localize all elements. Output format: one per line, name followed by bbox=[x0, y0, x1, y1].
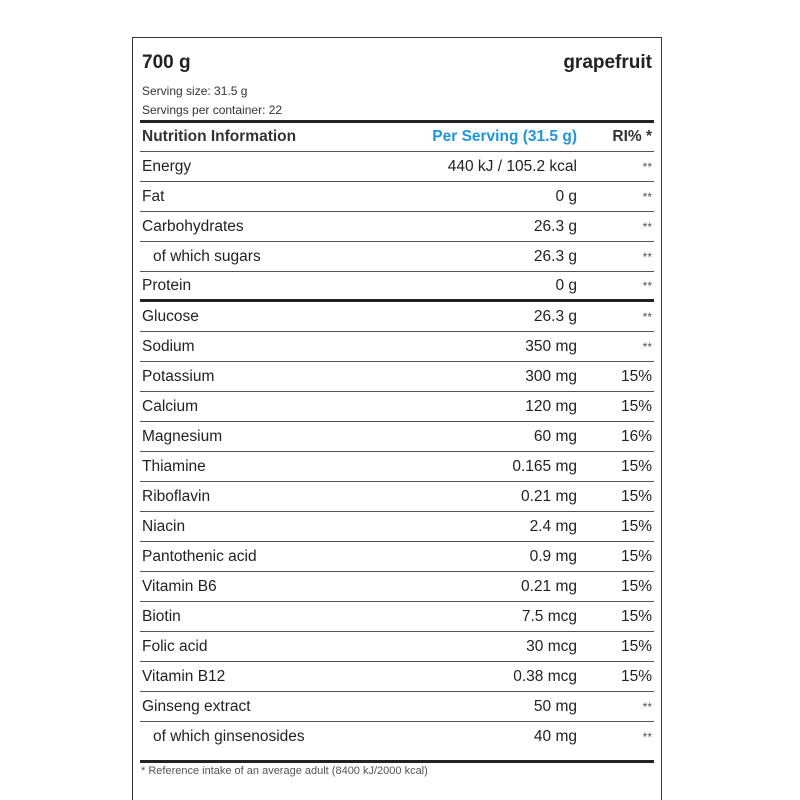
nutrient-value: 0.21 mg bbox=[520, 577, 577, 595]
table-row bbox=[140, 242, 654, 272]
nutrient-name: Biotin bbox=[142, 607, 181, 625]
nutrient-name: Calcium bbox=[142, 397, 198, 415]
table-row bbox=[140, 182, 654, 212]
nutrient-ri: 15% bbox=[620, 367, 652, 385]
nutrient-ri: 15% bbox=[620, 487, 652, 505]
footnote: * Reference intake of an average adult (8400 kJ/2000 kcal) bbox=[141, 765, 428, 777]
nutrient-name: Pantothenic acid bbox=[142, 547, 257, 565]
nutrient-name: of which sugars bbox=[153, 247, 261, 265]
nutrient-name: Thiamine bbox=[142, 457, 206, 475]
column-header-per-serving: Per Serving (31.5 g) bbox=[432, 128, 577, 145]
label-header bbox=[140, 38, 654, 78]
table-row bbox=[140, 302, 654, 332]
table-row bbox=[140, 602, 654, 632]
nutrient-value: 0 g bbox=[555, 187, 577, 205]
table-row bbox=[140, 632, 654, 662]
table-row bbox=[140, 272, 654, 302]
serving-size: Serving size: 31.5 g bbox=[142, 84, 248, 98]
nutrient-name: Protein bbox=[142, 276, 192, 294]
table-row bbox=[140, 332, 654, 362]
nutrient-value: 300 mg bbox=[525, 367, 577, 385]
nutrient-ri: 15% bbox=[620, 607, 652, 625]
servings-per-container: Servings per container: 22 bbox=[142, 103, 283, 117]
column-header-nutrition: Nutrition Information bbox=[142, 128, 297, 145]
nutrient-value: 2.4 mg bbox=[529, 517, 577, 535]
nutrient-value: 350 mg bbox=[525, 337, 577, 355]
nutrient-value: 26.3 g bbox=[533, 217, 577, 235]
divider-bottom bbox=[140, 760, 654, 763]
nutrient-ri: 15% bbox=[620, 637, 652, 655]
nutrient-ri: 15% bbox=[620, 397, 652, 415]
nutrient-name: Niacin bbox=[142, 517, 186, 535]
nutrient-name: Ginseng extract bbox=[142, 697, 251, 715]
table-row bbox=[140, 392, 654, 422]
nutrient-value: 0.38 mcg bbox=[513, 667, 577, 685]
column-header-ri: RI% * bbox=[612, 128, 652, 145]
nutrient-value: 0.9 mg bbox=[529, 547, 577, 565]
nutrient-name: Energy bbox=[142, 157, 192, 175]
nutrient-name: Riboflavin bbox=[142, 487, 211, 505]
nutrient-ri: ** bbox=[642, 309, 652, 324]
nutrient-name: Glucose bbox=[142, 307, 199, 325]
nutrient-ri: 15% bbox=[620, 667, 652, 685]
nutrient-value: 26.3 g bbox=[533, 307, 577, 325]
table-header-row bbox=[140, 123, 654, 152]
nutrition-table bbox=[140, 38, 654, 751]
nutrient-ri: ** bbox=[642, 278, 652, 293]
table-row bbox=[140, 542, 654, 572]
nutrient-ri: ** bbox=[642, 189, 652, 204]
table-row bbox=[140, 212, 654, 242]
table-row bbox=[140, 482, 654, 512]
nutrient-value: 0 g bbox=[555, 276, 577, 294]
nutrient-value: 0.21 mg bbox=[520, 487, 577, 505]
nutrition-label bbox=[132, 37, 662, 800]
nutrient-name: Folic acid bbox=[142, 637, 208, 655]
nutrient-name: Vitamin B12 bbox=[142, 667, 226, 685]
table-body bbox=[140, 152, 654, 751]
nutrient-value: 0.165 mg bbox=[512, 457, 577, 475]
nutrient-ri: 15% bbox=[620, 457, 652, 475]
nutrient-ri: ** bbox=[642, 219, 652, 234]
table-row bbox=[140, 422, 654, 452]
nutrient-value: 60 mg bbox=[533, 427, 577, 445]
table-row bbox=[140, 722, 654, 751]
table-row bbox=[140, 362, 654, 392]
nutrient-name: of which ginsenosides bbox=[153, 727, 305, 745]
nutrient-name: Potassium bbox=[142, 367, 215, 385]
nutrient-ri: ** bbox=[642, 249, 652, 264]
nutrient-value: 440 kJ / 105.2 kcal bbox=[447, 157, 577, 175]
table-row bbox=[140, 152, 654, 182]
nutrient-name: Fat bbox=[142, 187, 165, 205]
table-row bbox=[140, 692, 654, 722]
nutrient-name: Magnesium bbox=[142, 427, 223, 445]
nutrient-value: 40 mg bbox=[533, 727, 577, 745]
nutrient-ri: 15% bbox=[620, 547, 652, 565]
nutrient-value: 120 mg bbox=[525, 397, 577, 415]
table-row bbox=[140, 572, 654, 602]
nutrient-ri: ** bbox=[642, 159, 652, 174]
table-row bbox=[140, 662, 654, 692]
nutrient-ri: 16% bbox=[620, 427, 652, 445]
nutrient-ri: ** bbox=[642, 339, 652, 354]
product-weight: 700 g bbox=[142, 52, 191, 73]
nutrient-name: Sodium bbox=[142, 337, 195, 355]
nutrient-ri: 15% bbox=[620, 517, 652, 535]
product-flavor: grapefruit bbox=[563, 52, 652, 73]
nutrient-ri: 15% bbox=[620, 577, 652, 595]
nutrient-value: 26.3 g bbox=[533, 247, 577, 265]
nutrient-ri: ** bbox=[642, 699, 652, 714]
nutrient-ri: ** bbox=[642, 729, 652, 744]
nutrient-name: Carbohydrates bbox=[142, 217, 244, 235]
nutrient-value: 50 mg bbox=[533, 697, 577, 715]
nutrient-value: 30 mcg bbox=[526, 637, 577, 655]
table-row bbox=[140, 512, 654, 542]
table-row bbox=[140, 452, 654, 482]
nutrient-name: Vitamin B6 bbox=[142, 577, 217, 595]
nutrient-value: 7.5 mcg bbox=[521, 607, 577, 625]
